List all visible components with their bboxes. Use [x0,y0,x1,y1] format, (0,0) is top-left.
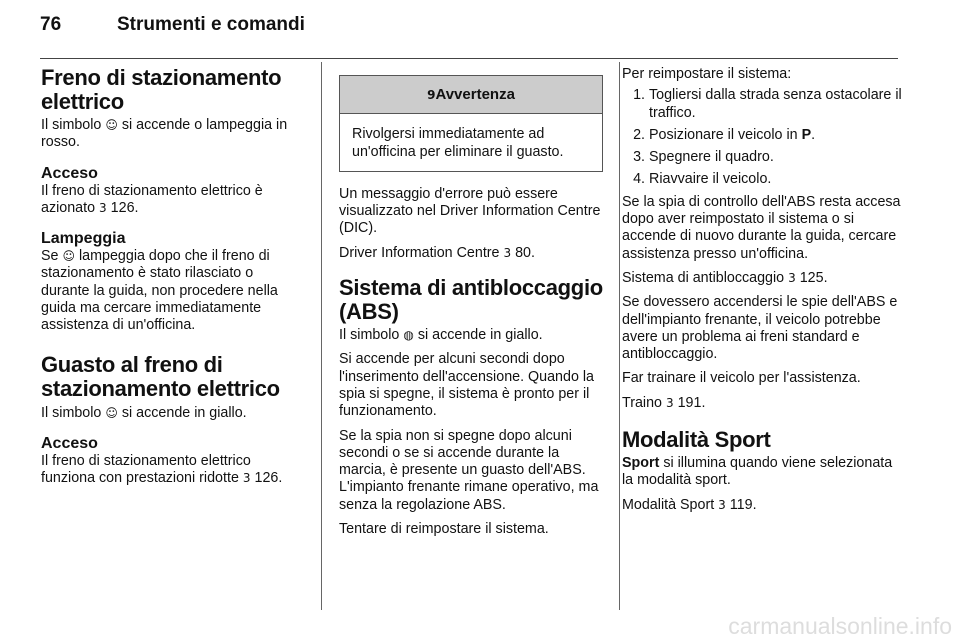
text: Se dovessero accendersi le spie dell'ABS e dell'impianto frenante, il veicolo potrebbe avere un problema ai freni standard e antibloccaggio. [622,294,898,363]
warning-header [340,76,602,114]
heading-guasto: Guasto al freno di stazionamento elettrico [41,351,280,401]
header-divider [40,58,898,59]
text: Il simbolo [339,327,400,344]
column-2 [339,66,603,545]
text: Traino [622,394,662,411]
heading-sport: Modalità Sport [622,427,771,453]
steps-list [622,87,904,188]
text: Il freno di stazionamento elettrico è azionato [41,182,263,216]
page-title: Strumenti e comandi [117,14,305,35]
page-ref-icon: 3 [718,497,726,512]
page-ref-link[interactable]: 80. [515,244,535,261]
text: Posizionare il veicolo in [649,126,798,143]
text: Per reimpostare il sistema: [622,66,792,82]
text: Se la spia di controllo dell'ABS resta accesa dopo aver reimpostato il sistema o si accende di nuovo durante la guida, cercare assistenza presso un'officina. [622,193,901,262]
text: Il freno di stazionamento elettrico funziona con prestazioni ridotte [41,452,251,487]
text: Un messaggio d'errore può essere visualizzato nel Driver Information Centre (DIC). [339,185,601,237]
list-item: 1. Togliersi dalla strada senza ostacolare il traffico. [649,87,904,122]
list-item: 3. Spegnere il quadro. [649,149,904,166]
text: Il simbolo [41,404,102,421]
warning-icon: 9 [427,88,436,102]
page-number: 76 [40,14,62,35]
page-header [40,14,920,48]
brake-symbol-icon: ☺ [105,118,118,132]
list-item: 4. Riavvaire il veicolo. [649,171,904,188]
text: Il simbolo [41,117,102,133]
page-ref-link[interactable]: 126. [254,470,283,487]
page-ref-icon: 3 [665,395,674,410]
text: Modalità Sport [622,496,715,513]
column-divider [321,62,322,610]
page-ref-icon: 3 [99,200,107,215]
brake-fault-icon: ☺ [105,405,118,420]
text: si accende o lampeggia in rosso. [41,117,288,151]
heading-abs: Sistema di antibloccaggio (ABS) [339,275,603,325]
watermark: carmanualsonline.info [728,613,952,639]
text: lampeggia dopo che il freno di stazionamento è stato rilasciato o durante la guida, non procedere nella guida ma cercare immediatamente assistenza di un'officina. [41,248,278,334]
page-ref-link[interactable]: 125. [799,269,828,286]
warning-box [339,75,603,172]
warning-body: Rivolgersi immediatamente ad un'officina per eliminare il guasto. [352,126,564,160]
text: si accende in giallo. [121,404,247,421]
text: Far trainare il veicolo per l'assistenza. [622,370,861,387]
column-3 [622,66,904,521]
column-divider [619,62,620,610]
page-ref-link[interactable]: 191. [677,394,706,411]
text: si illumina quando viene selezionata la modalità sport. [622,455,893,489]
page-ref-icon: 3 [503,245,512,260]
heading-freno: Freno di stazionamento elettrico [41,65,282,114]
page-ref-link[interactable]: 126. [110,199,139,216]
page-ref-link[interactable]: 119. [729,496,757,513]
text: Sistema di antibloccaggio [622,269,785,286]
text: si accende in giallo. [417,327,543,344]
text: Tentare di reimpostare il sistema. [339,521,549,538]
heading-lampeggia: Lampeggia [41,230,126,248]
sport-label: Sport [622,455,660,472]
text: Se [41,248,59,265]
page-ref-icon: 3 [242,471,251,486]
warning-title: Avvertenza [435,86,515,103]
text: Si accende per alcuni secondi dopo l'inserimento dell'accensione. Quando la spia si spegne, il sistema è pronto per il funzionamento. [339,351,595,420]
heading-acceso-2: Acceso [41,434,98,452]
list-item: 2. Posizionare il veicolo in P. [649,127,904,144]
page-ref-icon: 3 [788,270,796,285]
heading-acceso: Acceso [41,164,98,182]
text: Se la spia non si spegne dopo alcuni secondi o se si accende durante la marcia, è presente un guasto dell'ABS. L'impianto frenante rimane operativo, ma senza la regolazione ABS. [339,427,599,513]
brake-symbol-icon: ☺ [62,249,75,264]
abs-icon: ◍ [403,328,414,343]
text: Driver Information Centre [339,244,500,261]
gear-position: P [801,126,812,143]
column-1 [41,66,305,495]
